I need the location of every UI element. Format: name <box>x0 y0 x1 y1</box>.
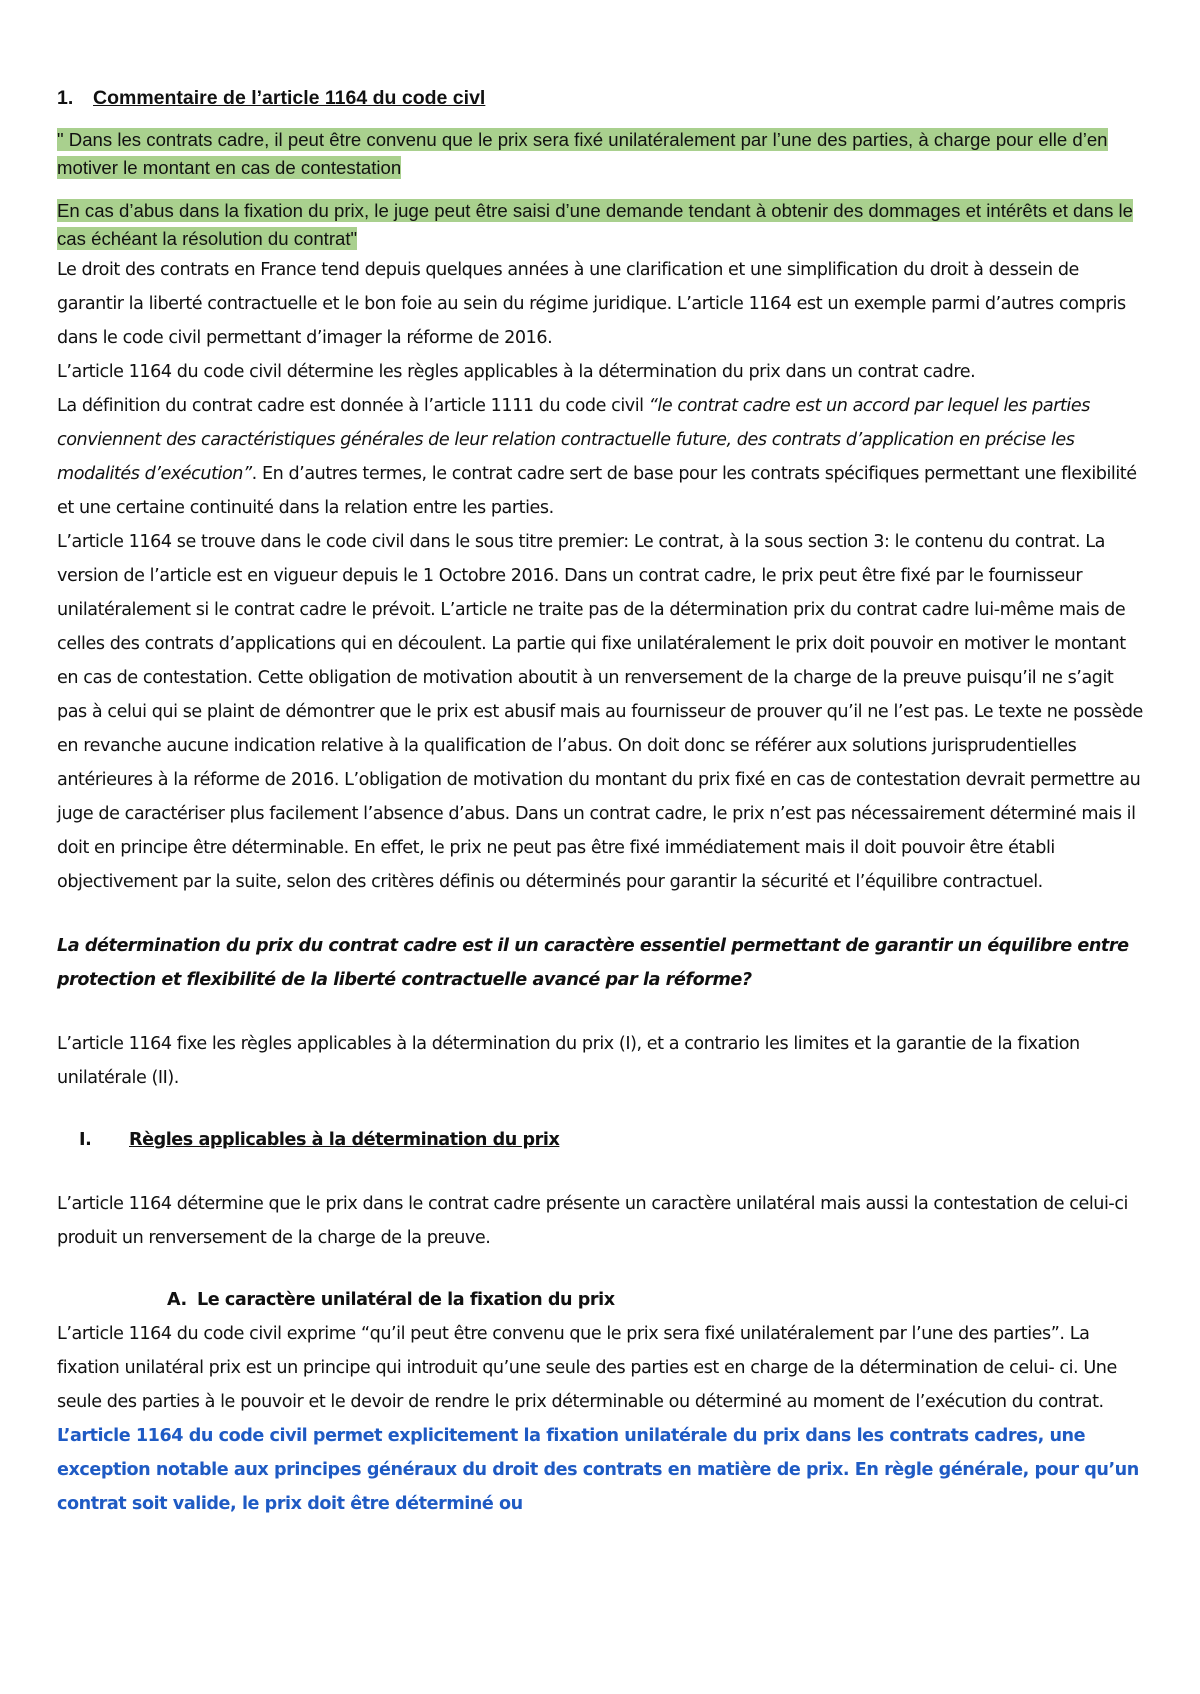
quoted-article-paragraph-1 <box>57 126 1147 182</box>
section-chapeau: L’article 1164 détermine que le prix dans le contrat cadre présente un caractère unilatéral mais aussi la contestation de celui-ci produit un renversement de la charge de la preuve. <box>57 1194 1128 1248</box>
intro-p3-text-before: La définition du contrat cadre est donnée à l’article 1111 du code civil <box>57 396 649 416</box>
commentary-body <box>57 253 1147 1521</box>
subsection-heading-a <box>57 1283 1147 1317</box>
definition-quote: “le contrat cadre est un accord par lequel les parties conviennent des caractéristiques générales de leur relation contractuelle future, des contrats d’application en précise les modalités d’exécution” <box>57 396 1090 484</box>
intro-paragraph-1: Le droit des contrats en France tend depuis quelques années à une clarification et une simplification du droit à dessein de garantir la liberté contractuelle et le bon foie au sein du régime juridique. L’article 1164 est un exemple parmi d’autres compris dans le code civil permettant d’imager la réforme de 2016. <box>57 260 1126 348</box>
intro-p3-text-after: . En d’autres termes, le contrat cadre sert de base pour les contrats spécifiques permettant une flexibilité et une certaine continuité dans la relation entre les parties. <box>57 464 1137 518</box>
annonce-du-plan: L’article 1164 fixe les règles applicables à la détermination du prix (I), et a contrario les limites et la garantie de la fixation unilatérale (II). <box>57 1034 1080 1088</box>
document-page <box>57 84 1147 1521</box>
problematique: La détermination du prix du contrat cadre est il un caractère essentiel permettant de garantir un équilibre entre protection et flexibilité de la liberté contractuelle avancé par la réforme? <box>57 936 1129 990</box>
heading-title: Commentaire de l’article 1164 du code civl <box>93 87 486 109</box>
subsection-a-paragraph <box>57 1317 1147 1521</box>
intro-paragraph-2: L’article 1164 du code civil détermine les règles applicables à la détermination du prix dans un contrat cadre. <box>57 362 976 382</box>
quoted-article-paragraph-2 <box>57 197 1147 253</box>
highlighted-quote-2: En cas d’abus dans la fixation du prix, le juge peut être saisi d’une demande tendant à obtenir des dommages et intérêts et dans le cas échéant la résolution du contrat" <box>57 200 1134 249</box>
subsection-a-text: L’article 1164 du code civil exprime “qu’il peut être convenu que le prix sera fixé unilatéralement par l’une des parties”. La fixation unilatéral prix est un principe qui introduit qu’une seule des parties est en charge de la détermination de celui- ci. Une seule des parties à le pouvoir et le devoir de rendre le prix déterminable ou déterminé au moment de l’exécution du contrat. <box>57 1324 1117 1412</box>
subsection-title: Le caractère unilatéral de la fixation du prix <box>197 1290 615 1310</box>
intro-paragraph-3 <box>57 389 1147 525</box>
section-heading-1 <box>57 1123 1147 1157</box>
section-title: Règles applicables à la détermination du prix <box>129 1130 560 1150</box>
blue-emphasis-text: L’article 1164 du code civil permet explicitement la fixation unilatérale du prix dans les contrats cadres, une exception notable aux principes généraux du droit des contrats en matière de prix. En règle générale, pour qu’un contrat soit valide, le prix doit être déterminé ou <box>57 1426 1139 1514</box>
intro-paragraph-4: L’article 1164 se trouve dans le code civil dans le sous titre premier: Le contrat, à la sous section 3: le contenu du contrat. La version de l’article est en vigueur depuis le 1 Octobre 2016. Dans un contrat cadre, le prix peut être fixé par le fournisseur unilatéralement si le contrat cadre le prévoit. L’article ne traite pas de la détermination prix du contrat cadre lui-même mais de celles des contrats d’applications qui en découlent. La partie qui fixe unilatéralement le prix doit pouvoir en motiver le montant en cas de contestation. Cette obligation de motivation aboutit à un renversement de la charge de la preuve puisqu’il ne s’agit pas à celui qui se plaint de démontrer que le prix est abusif mais au fournisseur de prouver qu’il ne l’est pas. Le texte ne possède en revanche aucune indication relative à la qualification de l’abus. On doit donc se référer aux solutions jurisprudentielles antérieures à la réforme de 2016. L’obligation de motivation du montant du prix fixé en cas de contestation devrait permettre au juge de caractériser plus facilement l’absence d’abus. Dans un contrat cadre, le prix n’est pas nécessairement déterminé mais il doit en principe être déterminable. En effet, le prix ne peut pas être fixé immédiatement mais il doit pouvoir être établi objectivement par la suite, selon des critères définis ou déterminés pour garantir la sécurité et l’équilibre contractuel. <box>57 532 1143 892</box>
subsection-number: A. <box>167 1290 187 1310</box>
heading-number: 1. <box>57 87 74 109</box>
section-number: I. <box>79 1130 92 1150</box>
highlighted-quote-1: " Dans les contrats cadre, il peut être convenu que le prix sera fixé unilatéralement par l’une des parties, à charge pour elle d’en motiver le montant en cas de contestation <box>57 129 1108 178</box>
main-heading <box>57 84 1147 112</box>
